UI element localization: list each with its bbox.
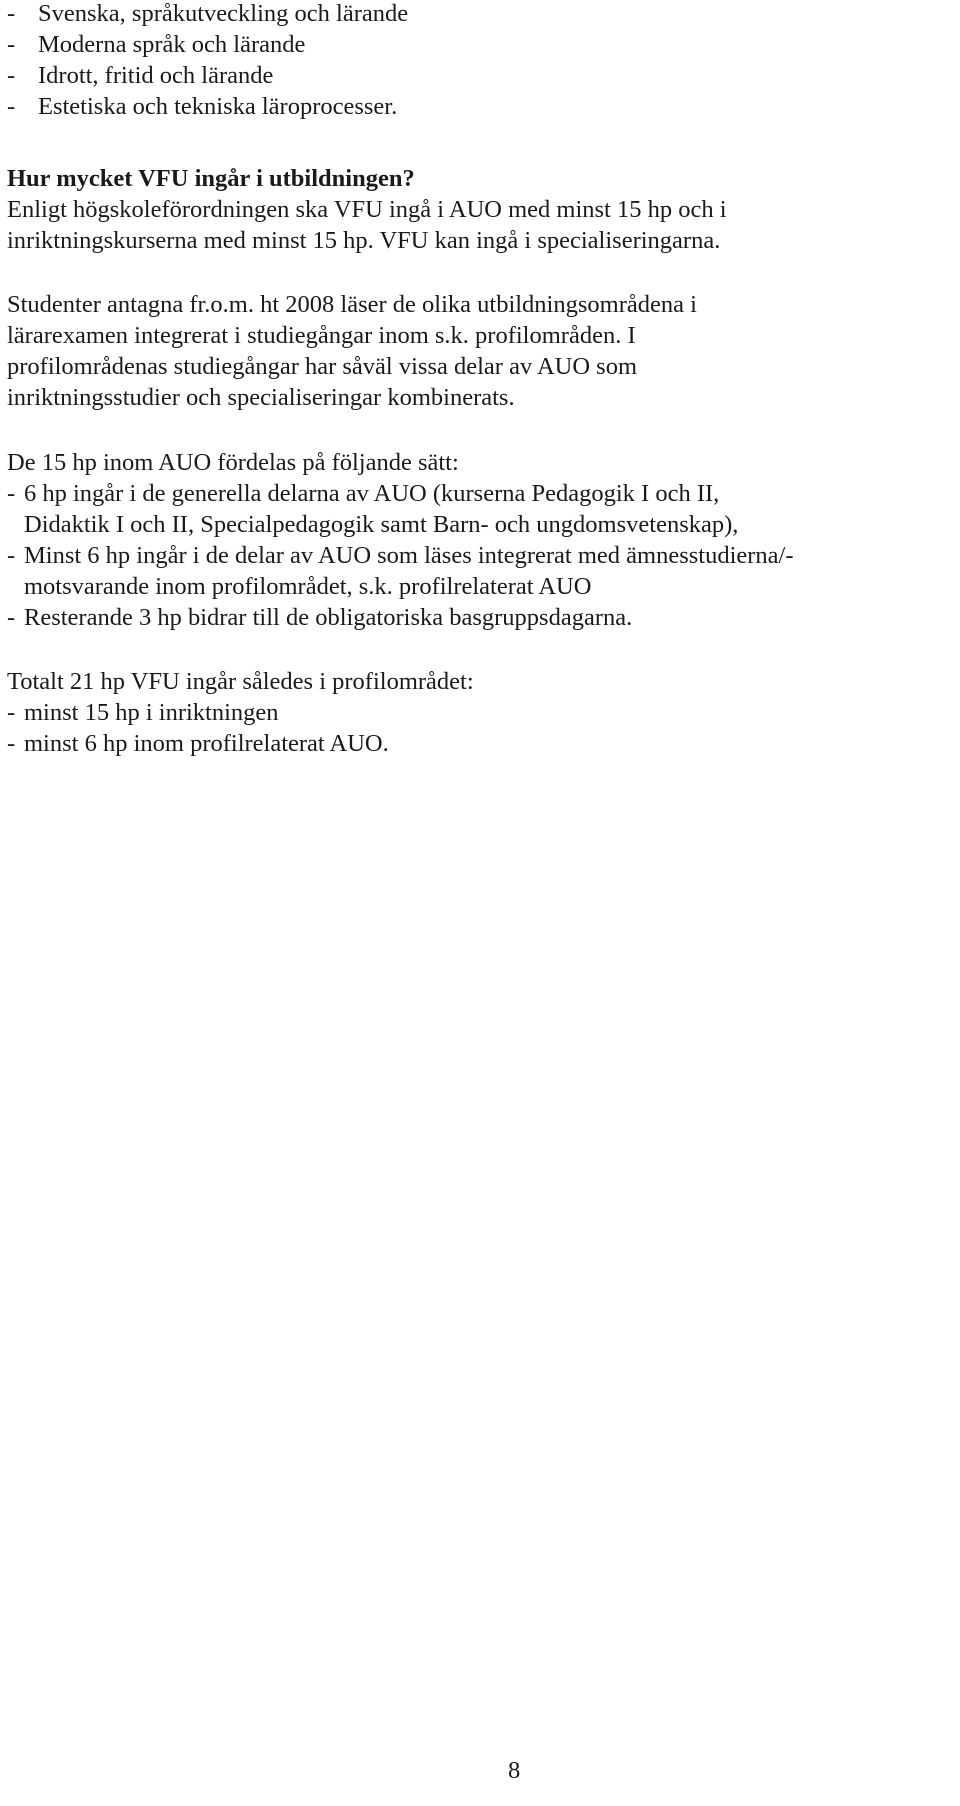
- paragraph-intro: De 15 hp inom AUO fördelas på följande sätt:: [7, 449, 459, 476]
- list-dash: -: [7, 93, 16, 120]
- list-item-text: Minst 6 hp ingår i de delar av AUO som läses integrerat med ämnesstudierna/-: [24, 542, 794, 569]
- section-heading: Hur mycket VFU ingår i utbildningen?: [7, 165, 415, 192]
- paragraph-intro: Totalt 21 hp VFU ingår således i profilområdet:: [7, 668, 474, 695]
- paragraph-line: profilområdenas studiegångar har såväl vissa delar av AUO som: [7, 353, 638, 380]
- list-dash: -: [7, 480, 16, 507]
- paragraph-line: inriktningskurserna med minst 15 hp. VFU kan ingå i specialiseringarna.: [7, 227, 721, 254]
- list-item-text: Moderna språk och lärande: [38, 31, 306, 58]
- list-item-text: minst 15 hp i inriktningen: [24, 699, 279, 726]
- page-number: 8: [508, 1757, 521, 1784]
- list-dash: -: [7, 542, 16, 569]
- list-item-continuation: motsvarande inom profilområdet, s.k. profilrelaterat AUO: [24, 573, 592, 600]
- paragraph-line: Studenter antagna fr.o.m. ht 2008 läser de olika utbildningsområdena i: [7, 291, 697, 318]
- list-item-text: Svenska, språkutveckling och lärande: [38, 0, 409, 27]
- list-item-text: 6 hp ingår i de generella delarna av AUO (kurserna Pedagogik I och II,: [24, 480, 720, 507]
- paragraph-line: inriktningsstudier och specialiseringar kombinerats.: [7, 384, 515, 411]
- list-dash: -: [7, 604, 16, 631]
- list-item-text: Resterande 3 hp bidrar till de obligatoriska basgruppsdagarna.: [24, 604, 633, 631]
- paragraph-line: Enligt högskoleförordningen ska VFU ingå i AUO med minst 15 hp och i: [7, 196, 727, 223]
- paragraph-line: lärarexamen integrerat i studiegångar inom s.k. profilområden. I: [7, 322, 636, 349]
- list-dash: -: [7, 62, 16, 89]
- list-dash: -: [7, 31, 16, 58]
- list-dash: -: [7, 0, 16, 27]
- list-item-continuation: Didaktik I och II, Specialpedagogik samt Barn- och ungdomsvetenskap),: [24, 511, 739, 538]
- list-item-text: Estetiska och tekniska läroprocesser.: [38, 93, 398, 120]
- list-dash: -: [7, 730, 16, 757]
- list-item-text: minst 6 hp inom profilrelaterat AUO.: [24, 730, 389, 757]
- list-item-text: Idrott, fritid och lärande: [38, 62, 274, 89]
- list-dash: -: [7, 699, 16, 726]
